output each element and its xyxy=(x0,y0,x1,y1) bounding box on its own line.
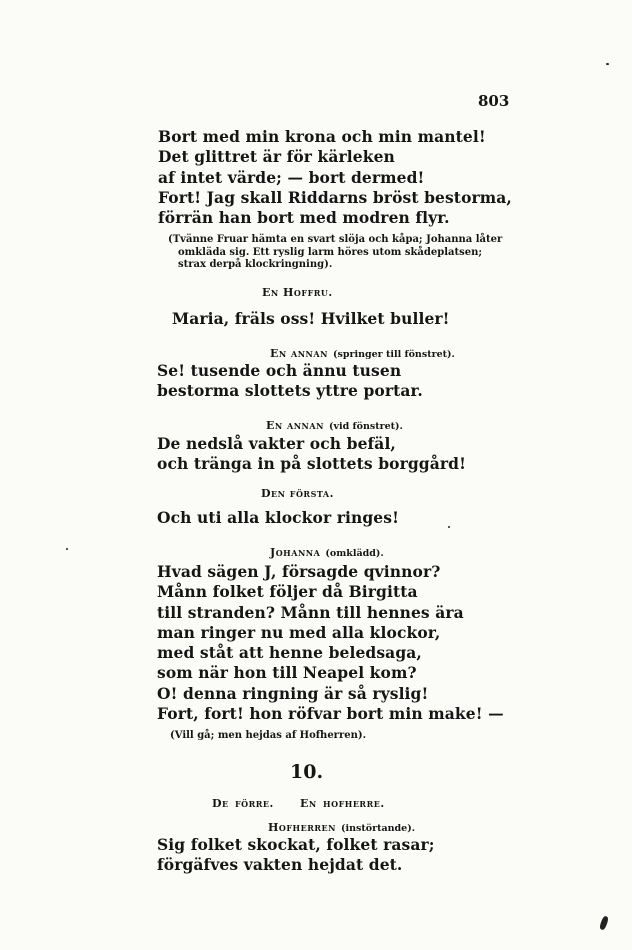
scene-cast xyxy=(212,792,385,811)
speaker-heading-5 xyxy=(270,541,384,560)
verse-block-7 xyxy=(157,835,435,876)
stage-line: omkläda sig. Ett ryslig larm höres utom skådeplatsen; xyxy=(178,246,483,258)
verse-line: Maria, fräls oss! Hvilket buller! xyxy=(172,309,450,328)
verse-line: förgäfves vakten hejdat det. xyxy=(157,855,403,875)
speaker-direction: (vid fönstret). xyxy=(328,421,403,432)
speaker-direction: (omklädd). xyxy=(325,548,384,559)
verse-line: som när hon till Neapel kom? xyxy=(157,663,417,683)
verse-line: till stranden? Månn till hennes ära xyxy=(157,602,464,622)
stage-line: strax derpå klockringning). xyxy=(178,259,333,270)
speaker-name: Hofherren xyxy=(268,821,336,834)
ink-blot xyxy=(599,915,609,930)
verse-line: Och uti alla klockor ringes! xyxy=(157,508,399,527)
verse-line: De nedslå vakter och befäl, xyxy=(157,434,396,453)
verse-block-3 xyxy=(157,361,423,402)
verse-line: Månn folket följer då Birgitta xyxy=(157,582,418,602)
print-speck xyxy=(448,526,450,528)
speaker-heading-3 xyxy=(266,414,403,433)
speaker-direction: (instörtande). xyxy=(341,823,416,834)
verse-line: med ståt att henne beledsaga, xyxy=(157,643,422,663)
verse-block-2 xyxy=(172,309,450,329)
speaker-name: Johanna xyxy=(270,546,321,559)
verse-line: O! denna ringning är så ryslig! xyxy=(157,683,429,703)
verse-line: Fort! Jag skall Riddarns bröst bestorma, xyxy=(158,187,512,207)
verse-line: Hvad sägen J, försagde qvinnor? xyxy=(157,562,441,581)
verse-block-4 xyxy=(157,434,466,475)
cast-entry: En hofherre. xyxy=(300,797,385,810)
print-speck xyxy=(66,548,68,550)
verse-line: af intet värde; — bort dermed! xyxy=(158,167,425,187)
verse-line: Se! tusende och ännu tusen xyxy=(157,361,402,380)
speaker-heading-4: Den första. xyxy=(261,487,334,500)
verse-block-1 xyxy=(158,127,512,228)
speaker-heading-1: En Hoffru. xyxy=(262,286,333,299)
verse-block-6 xyxy=(157,562,504,724)
print-speck xyxy=(606,63,609,65)
speaker-heading-6 xyxy=(268,816,415,835)
verse-line: och tränga in på slottets borggård! xyxy=(157,454,466,474)
stage-direction-2: (Vill gå; men hejdas af Hofherren). xyxy=(170,730,367,741)
verse-line: Bort med min krona och min mantel! xyxy=(158,127,486,146)
scene-number: 10. xyxy=(290,761,324,783)
verse-block-5 xyxy=(157,508,399,528)
verse-line: bestorma slottets yttre portar. xyxy=(157,381,423,401)
verse-line: Fort, fort! hon röfvar bort min make! — xyxy=(157,704,504,724)
verse-line: förrän han bort med modren flyr. xyxy=(158,208,450,228)
speaker-name: En annan xyxy=(270,347,328,360)
speaker-heading-2 xyxy=(270,342,455,361)
speaker-direction: (springer till fönstret). xyxy=(332,349,455,360)
stage-line: (Tvänne Fruar hämta en svart slöja och kåpa; Johanna låter xyxy=(168,234,503,245)
stage-direction-1 xyxy=(168,234,502,272)
page-number: 803 xyxy=(478,92,510,110)
speaker-name: En annan xyxy=(266,419,324,432)
verse-line: Sig folket skockat, folket rasar; xyxy=(157,835,435,854)
verse-line: Det glittret är för kärleken xyxy=(158,147,395,167)
verse-line: man ringer nu med alla klockor, xyxy=(157,622,441,642)
cast-entry: De förre. xyxy=(212,797,274,810)
